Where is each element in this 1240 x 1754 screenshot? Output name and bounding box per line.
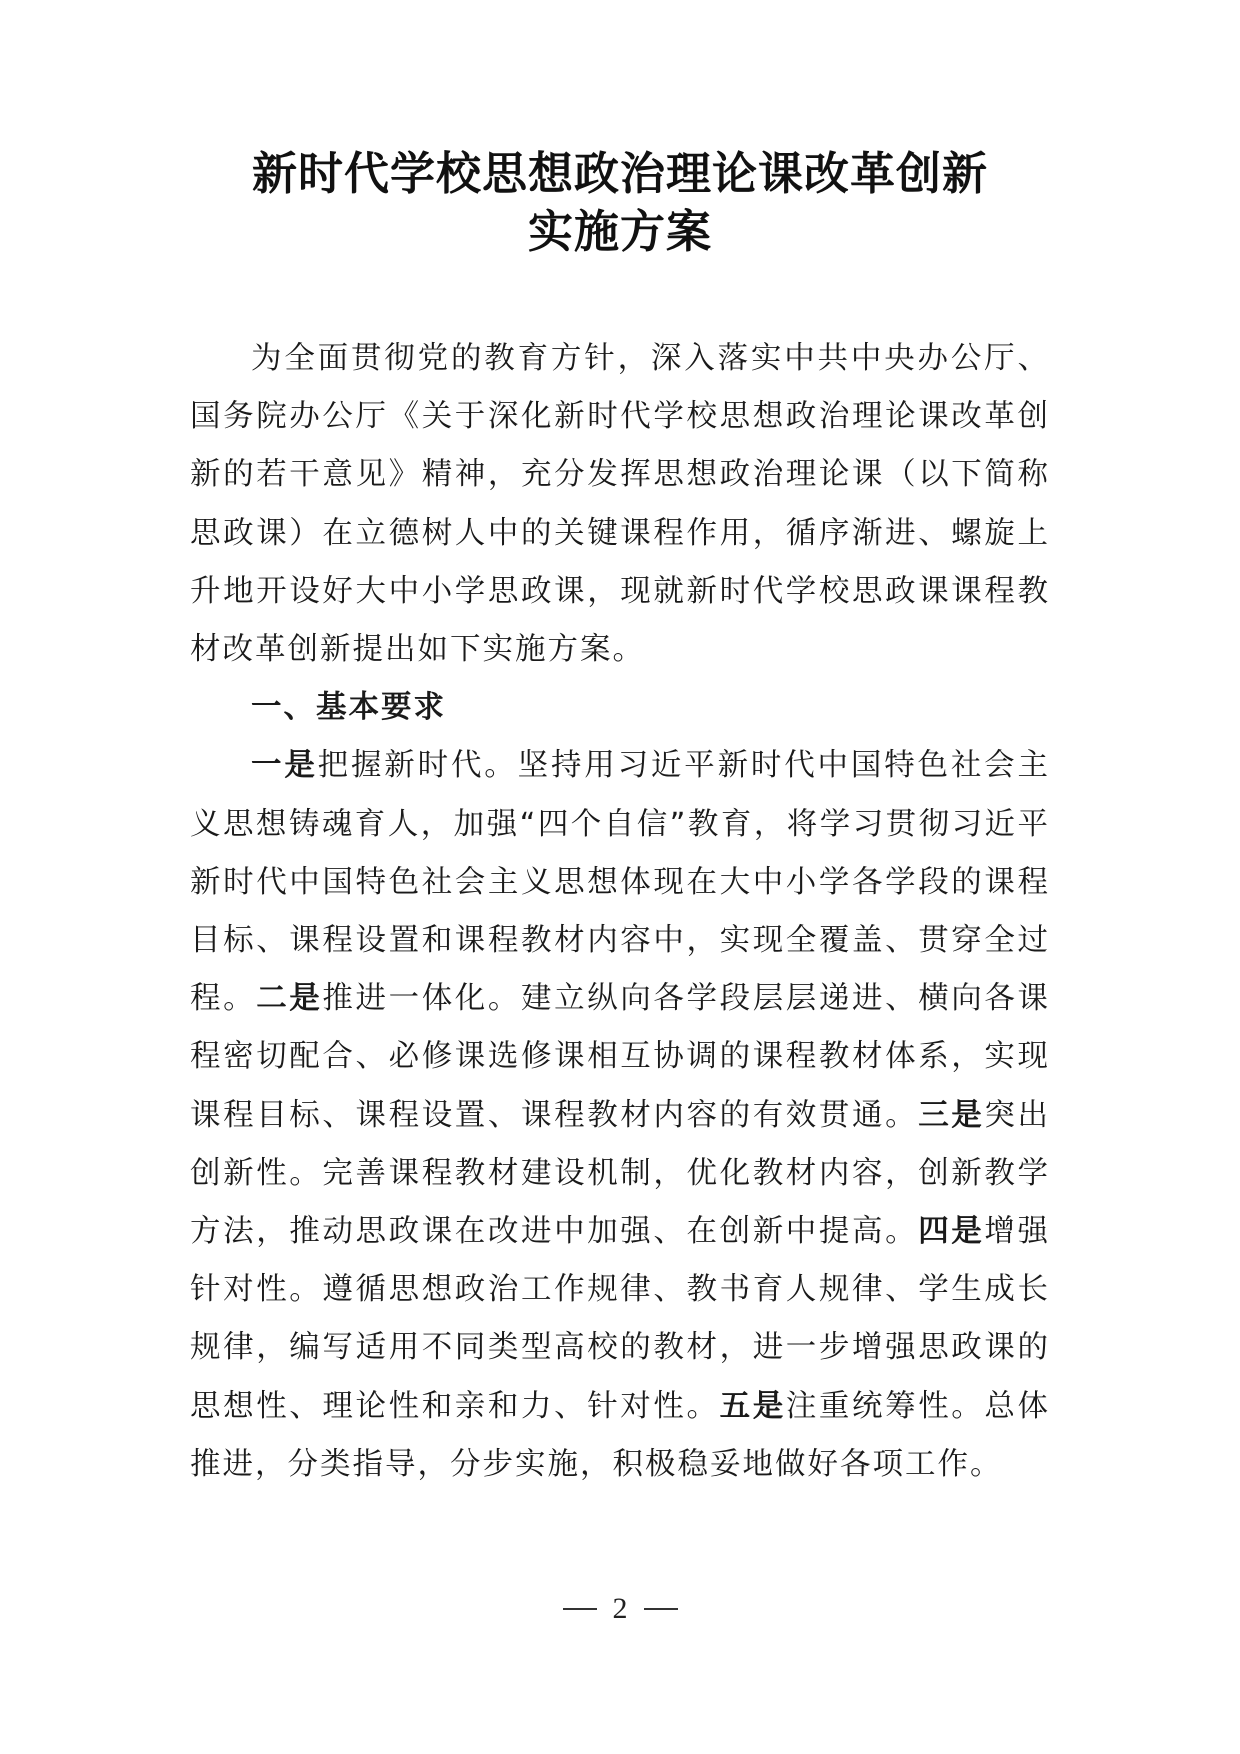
item-lead: 四是 [918, 1214, 985, 1250]
right-dash [644, 1608, 678, 1610]
title-line-2: 实施方案 [527, 205, 712, 258]
item-text: 推进一体化。建立纵向各学段层层递进、横向各课程密切配合、必修课选修课相互协调的课程教材体系，实现课程目标、课程设置、课程教材内容的有效贯通。 [190, 981, 1051, 1133]
page-footer [0, 1592, 1240, 1626]
intro-paragraph: 为全面贯彻党的教育方针，深入落实中共中央办公厅、国务院办公厅《关于深化新时代学校思想政治理论课改革创新的若干意见》精神，充分发挥思想政治理论课（以下简称思政课）在立德树人中的关键课程作用，循序渐进、螺旋上升地开设好大中小学思政课，现就新时代学校思政课课程教材改革创新提出如下实施方案。 [190, 341, 1050, 668]
document-title [0, 145, 1240, 261]
page-number: 2 [612, 1592, 628, 1625]
title-line-1: 新时代学校思想政治理论课改革创新 [251, 147, 988, 200]
document-body [190, 330, 1050, 1494]
left-dash [563, 1608, 597, 1610]
item-lead: 二是 [256, 981, 323, 1017]
requirements-paragraph [190, 737, 1050, 1494]
item-text: 把握新时代。坚持用习近平新时代中国特色社会主义思想铸魂育人，加强“四个自信”教育，将学习贯彻习近平新时代中国特色社会主义思想体现在大中小学各学段的课程目标、课程设置和课程教材内容中，实现全覆盖、贯穿全过程。 [190, 748, 1051, 1017]
item-text: 增强针对性。遵循思想政治工作规律、教书育人规律、学生成长规律，编写适用不同类型高校的教材，进一步增强思政课的思想性、理论性和亲和力、针对性。 [190, 1214, 1051, 1424]
item-text: 注重统筹性。总体推进，分类指导，分步实施，积极稳妥地做好各项工作。 [190, 1388, 1051, 1482]
item-lead: 一是 [251, 748, 318, 784]
item-lead: 三是 [918, 1097, 985, 1133]
item-text: 突出创新性。完善课程教材建设机制，优化教材内容，创新教学方法，推动思政课在改进中加强、在创新中提高。 [190, 1097, 1051, 1250]
section-heading: 一、基本要求 [251, 690, 446, 726]
item-lead: 五是 [719, 1388, 786, 1424]
